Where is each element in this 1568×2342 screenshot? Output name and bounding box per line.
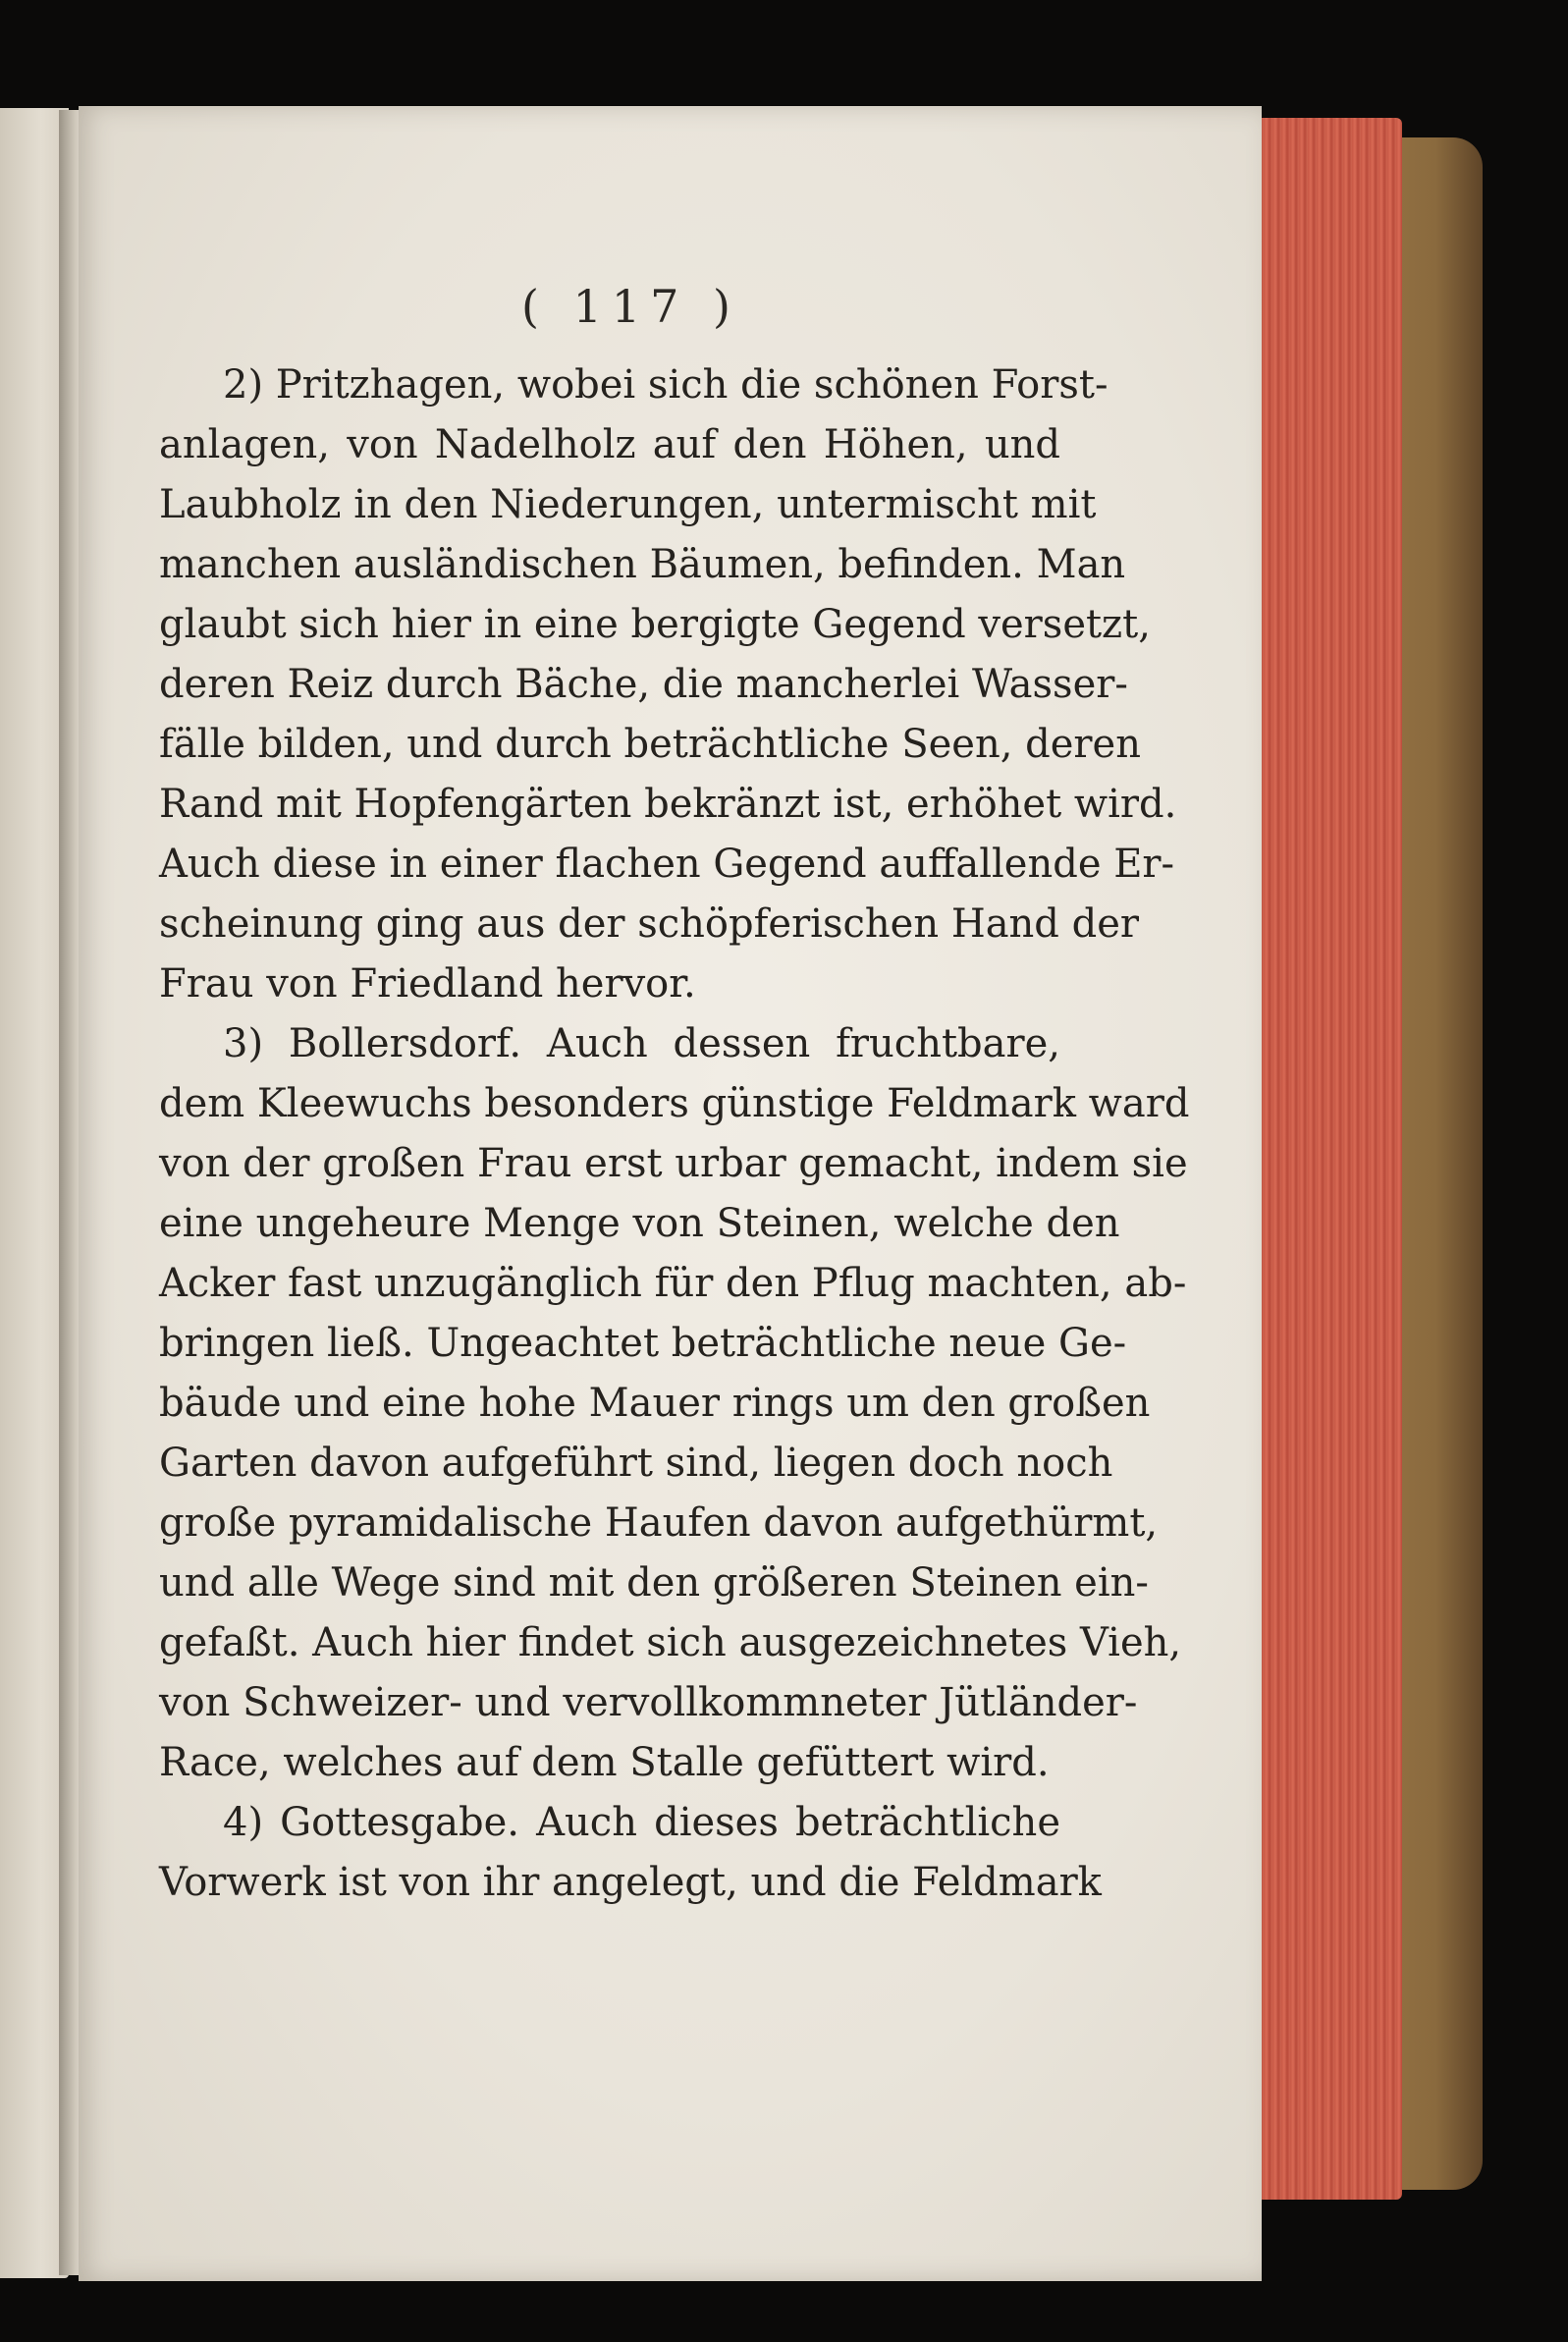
text-line: große pyramidalische Haufen davon aufgethürmt, — [159, 1500, 1159, 1546]
text-line: eine ungeheure Menge von Steinen, welche den — [159, 1201, 1120, 1246]
text-line: fälle bilden, und durch beträchtliche Seen, deren — [159, 722, 1141, 767]
text-line: von Schweizer- und vervollkommneter Jütländer- — [159, 1680, 1138, 1725]
text-line: 2) Pritzhagen, wobei sich die schönen Forst- — [223, 362, 1108, 408]
text-line: bäude und eine hohe Mauer rings um den großen — [159, 1381, 1151, 1426]
text-line: 3) Bollersdorf. Auch dessen fruchtbare, — [223, 1021, 1060, 1066]
text-line: Frau von Friedland hervor. — [159, 961, 696, 1007]
text-line: deren Reiz durch Bäche, die mancherlei Wasser- — [159, 662, 1128, 707]
text-line: Vorwerk ist von ihr angelegt, und die Feldmark — [159, 1860, 1102, 1905]
text-line: Laubholz in den Niederungen, untermischt mit — [159, 482, 1097, 527]
text-line: bringen ließ. Ungeachtet beträchtliche neue Ge- — [159, 1321, 1127, 1366]
text-line: 4) Gottesgabe. Auch dieses beträchtliche — [223, 1800, 1060, 1845]
text-line: gefaßt. Auch hier findet sich ausgezeichnetes Vieh, — [159, 1620, 1182, 1665]
text-line: Acker fast unzugänglich für den Pflug machten, ab- — [159, 1261, 1187, 1306]
text-line: glaubt sich hier in eine bergigte Gegend versetzt, — [159, 602, 1151, 647]
text-line: Garten davon aufgeführt sind, liegen doch noch — [159, 1441, 1113, 1486]
text-line: Auch diese in einer flachen Gegend auffallende Er- — [159, 842, 1175, 887]
text-line: von der großen Frau erst urbar gemacht, indem sie — [159, 1141, 1188, 1186]
text-line: dem Kleewuchs besonders günstige Feldmark ward — [159, 1081, 1190, 1126]
text-line: scheinung ging aus der schöpferischen Hand der — [159, 901, 1140, 947]
red-page-edges — [1255, 118, 1402, 2200]
text-line: und alle Wege sind mit den größeren Steinen ein- — [159, 1560, 1149, 1606]
text-line: anlagen, von Nadelholz auf den Höhen, und — [159, 422, 1060, 467]
text-line: manchen ausländischen Bäumen, befinden. Man — [159, 542, 1126, 587]
page-number: ( 117 ) — [521, 280, 740, 333]
page-text — [159, 355, 1190, 1913]
text-line: Race, welches auf dem Stalle gefüttert wird. — [159, 1740, 1050, 1785]
text-line: Rand mit Hopfengärten bekränzt ist, erhöhet wird. — [159, 782, 1177, 827]
